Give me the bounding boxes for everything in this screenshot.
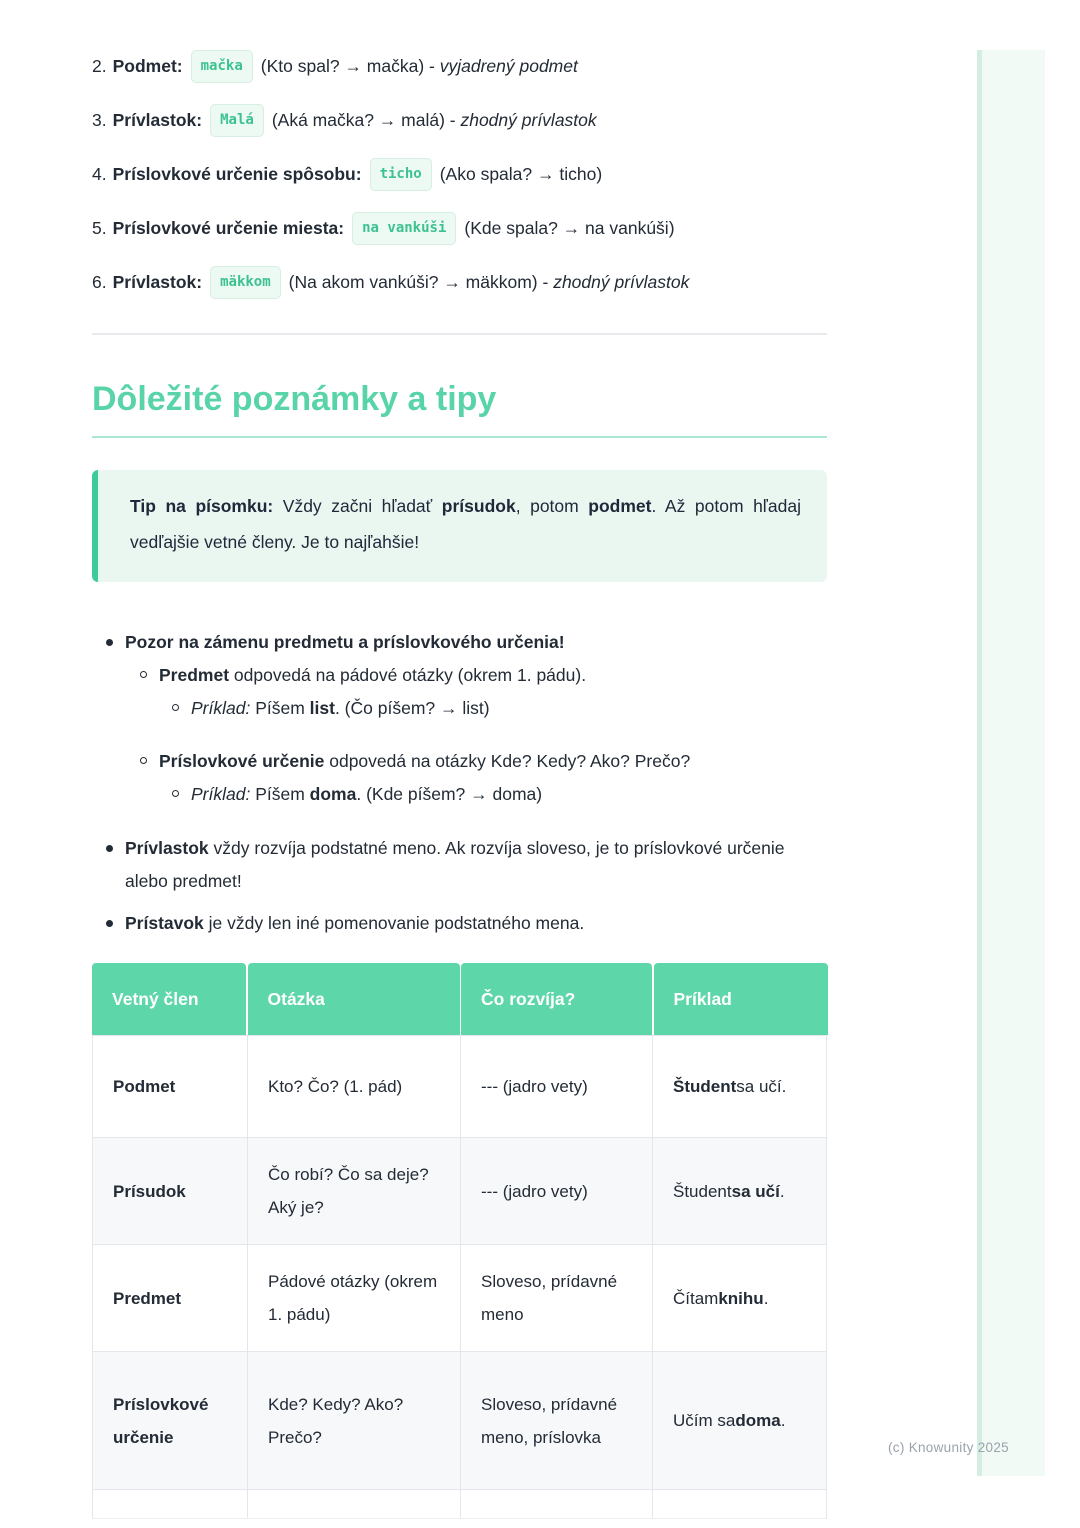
table-cell: Kto? Čo? (1. pád) bbox=[248, 1036, 461, 1137]
page-edge-bar bbox=[977, 50, 1045, 1476]
table-row bbox=[92, 1245, 827, 1352]
item-number: 3. bbox=[92, 110, 107, 130]
item-note: zhodný prívlastok bbox=[460, 110, 597, 130]
table-row bbox=[92, 1352, 827, 1490]
code-chip: na vankúši bbox=[352, 212, 456, 245]
table-cell: Čítam knihu . bbox=[673, 1288, 769, 1308]
table-cell: Podmet bbox=[93, 1036, 248, 1137]
column-header: Vetný člen bbox=[92, 963, 246, 1035]
table-cell bbox=[248, 1490, 461, 1518]
item-text: (Na akom vankúši? → mäkkom) - bbox=[288, 272, 554, 292]
item-note: vyjadrený podmet bbox=[439, 56, 578, 76]
column-header: Príklad bbox=[654, 963, 828, 1035]
bullet-icon bbox=[140, 757, 147, 764]
item-note: zhodný prívlastok bbox=[553, 272, 690, 292]
note-text: Pozor na zámenu predmetu a príslovkového určenia! bbox=[125, 632, 565, 652]
list-item bbox=[92, 104, 827, 137]
tip-callout bbox=[92, 470, 827, 582]
item-number: 4. bbox=[92, 164, 107, 184]
note-text: Príslovkové určenie odpovedá na otázky Kde? Kedy? Ako? Prečo? bbox=[159, 751, 691, 771]
list-item bbox=[92, 158, 827, 191]
table-cell: Študent sa učí. bbox=[673, 1077, 787, 1096]
item-text: (Kde spala? → na vankúši) bbox=[464, 218, 675, 238]
item-number: 5. bbox=[92, 218, 107, 238]
table-cell: Kde? Kedy? Ako? Prečo? bbox=[248, 1352, 461, 1489]
list-item bbox=[92, 50, 827, 83]
code-chip: mačka bbox=[191, 50, 253, 83]
sentence-analysis-list bbox=[92, 0, 827, 299]
code-chip: Malá bbox=[210, 104, 264, 137]
item-label: Prívlastok: bbox=[112, 272, 203, 292]
table-cell: --- (jadro vety) bbox=[461, 1036, 653, 1137]
item-label: Príslovkové určenie miesta: bbox=[112, 218, 345, 238]
note-text: Príklad: Píšem doma. (Kde píšem? → doma) bbox=[191, 784, 543, 804]
summary-table bbox=[92, 963, 827, 1519]
note-text: Predmet odpovedá na pádové otázky (okrem 1. pádu). bbox=[159, 665, 587, 685]
list-item bbox=[166, 778, 827, 811]
table-cell bbox=[461, 1490, 653, 1518]
item-text: (Kto spal? → mačka) - bbox=[260, 56, 440, 76]
table-cell: Sloveso, prídavné meno bbox=[461, 1245, 653, 1351]
table-cell: Prísudok bbox=[93, 1138, 248, 1244]
note-text: Prístavok je vždy len iné pomenovanie podstatného mena. bbox=[125, 913, 585, 933]
notes-list bbox=[92, 626, 827, 940]
table-cell: Pádové otázky (okrem 1. pádu) bbox=[248, 1245, 461, 1351]
section-divider bbox=[92, 333, 827, 335]
table-row bbox=[92, 1138, 827, 1245]
code-chip: ticho bbox=[370, 158, 432, 191]
item-number: 6. bbox=[92, 272, 107, 292]
list-item bbox=[100, 832, 827, 898]
list-item bbox=[92, 266, 827, 299]
item-label: Prívlastok: bbox=[112, 110, 203, 130]
bullet-icon bbox=[106, 920, 113, 927]
table-cell bbox=[653, 1490, 828, 1518]
table-header-row bbox=[92, 963, 827, 1035]
list-item bbox=[100, 626, 827, 659]
tip-text: Tip na písomku: Vždy začni hľadať prísudok, potom podmet. Až potom hľadaj vedľajšie vetné členy. Je to najľahšie! bbox=[130, 496, 801, 552]
table-row-partial bbox=[92, 1490, 827, 1519]
list-item bbox=[134, 659, 827, 692]
bullet-icon bbox=[140, 671, 147, 678]
section-title: Dôležité poznámky a tipy bbox=[92, 377, 827, 438]
bullet-icon bbox=[172, 790, 179, 797]
bullet-icon bbox=[106, 639, 113, 646]
item-text: (Aká mačka? → malá) - bbox=[271, 110, 461, 130]
item-text: (Ako spala? → ticho) bbox=[439, 164, 603, 184]
column-header: Otázka bbox=[248, 963, 460, 1035]
table-row bbox=[92, 1035, 827, 1138]
table-cell: Čo robí? Čo sa deje? Aký je? bbox=[248, 1138, 461, 1244]
bullet-icon bbox=[172, 704, 179, 711]
item-number: 2. bbox=[92, 56, 107, 76]
note-text: Príklad: Píšem list. (Čo píšem? → list) bbox=[191, 698, 490, 718]
code-chip: mäkkom bbox=[210, 266, 281, 299]
list-item bbox=[100, 907, 827, 940]
item-label: Príslovkové určenie spôsobu: bbox=[112, 164, 362, 184]
column-header: Čo rozvíja? bbox=[461, 963, 652, 1035]
document-content bbox=[92, 0, 827, 1519]
list-item bbox=[134, 745, 827, 778]
table-cell: Sloveso, prídavné meno, príslovka bbox=[461, 1352, 653, 1489]
table-cell bbox=[93, 1490, 248, 1518]
table-cell: --- (jadro vety) bbox=[461, 1138, 653, 1244]
list-item bbox=[166, 692, 827, 725]
table-cell: Učím sa doma . bbox=[673, 1411, 786, 1430]
table-cell: Predmet bbox=[93, 1245, 248, 1351]
note-text: Prívlastok vždy rozvíja podstatné meno. Ak rozvíja sloveso, je to príslovkové určenie alebo predmet! bbox=[125, 838, 785, 891]
item-label: Podmet: bbox=[112, 56, 183, 76]
copyright: (c) Knowunity 2025 bbox=[888, 1440, 1009, 1455]
table-cell: Príslovkové určenie bbox=[93, 1352, 248, 1489]
bullet-icon bbox=[106, 845, 113, 852]
list-item bbox=[92, 212, 827, 245]
table-cell: Študent sa učí . bbox=[673, 1181, 785, 1201]
